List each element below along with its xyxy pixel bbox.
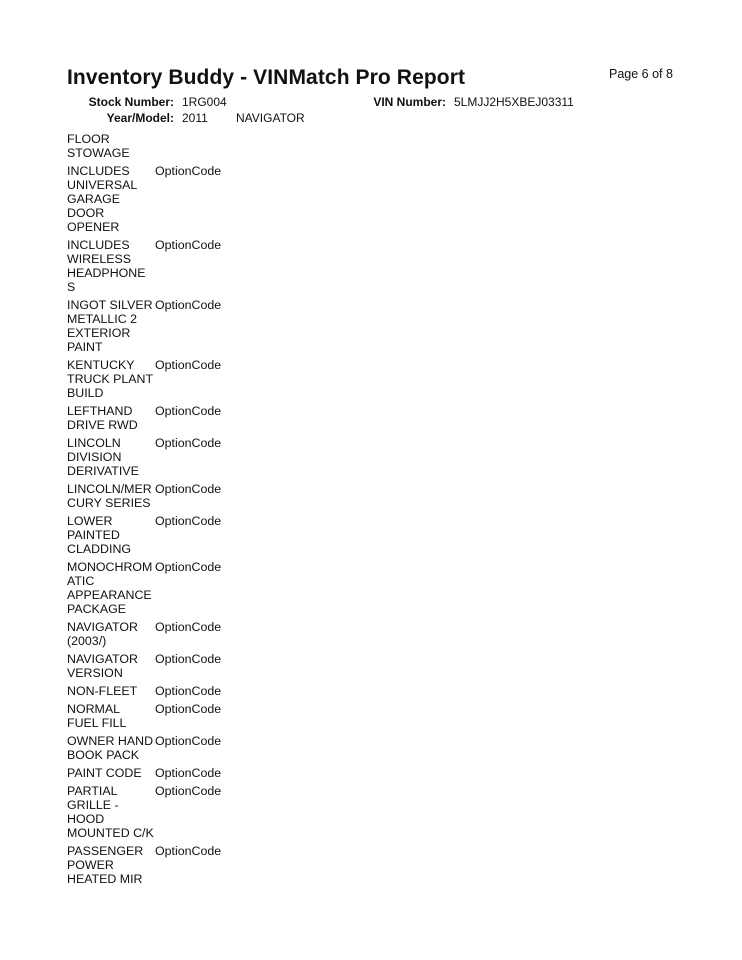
page-number: Page 6 of 8: [609, 67, 673, 81]
option-name: INCLUDES WIRELESS HEADPHONE S: [67, 238, 146, 294]
option-type: OptionCode: [155, 684, 222, 698]
year-value: 2011: [182, 111, 208, 125]
option-row: [67, 358, 235, 400]
option-name: FLOOR STOWAGE: [67, 132, 130, 160]
option-row: [67, 404, 235, 432]
option-row: [67, 132, 235, 160]
option-name: INCLUDES UNIVERSAL GARAGE DOOR OPENER: [67, 164, 138, 234]
vin-number-value: 5LMJJ2H5XBEJ03311: [454, 95, 574, 109]
option-type: OptionCode: [155, 652, 222, 666]
option-name: NAVIGATOR (2003/): [67, 620, 138, 648]
option-row: [67, 560, 235, 616]
option-row: [67, 298, 235, 354]
option-row: [67, 734, 235, 762]
option-name: LEFTHAND DRIVE RWD: [67, 404, 138, 432]
stock-number-label: Stock Number:: [88, 95, 174, 109]
option-type: OptionCode: [155, 436, 222, 450]
option-type: OptionCode: [155, 514, 222, 528]
option-name: PASSENGER POWER HEATED MIR: [67, 844, 144, 886]
option-type: OptionCode: [155, 560, 222, 574]
option-row: [67, 482, 235, 510]
option-type: OptionCode: [155, 482, 222, 496]
option-type: OptionCode: [155, 238, 222, 252]
option-row: [67, 514, 235, 556]
option-name: LINCOLN/MER CURY SERIES: [67, 482, 152, 510]
model-value: NAVIGATOR: [236, 111, 305, 125]
option-type: OptionCode: [155, 620, 222, 634]
year-model-label: Year/Model:: [106, 111, 174, 125]
option-name: PARTIAL GRILLE - HOOD MOUNTED C/K: [67, 784, 154, 840]
option-name: KENTUCKY TRUCK PLANT BUILD: [67, 358, 154, 400]
option-name: LOWER PAINTED CLADDING: [67, 514, 132, 556]
option-name: PAINT CODE: [67, 766, 142, 780]
option-type: OptionCode: [155, 358, 222, 372]
option-type: [155, 132, 235, 160]
option-list: [67, 132, 235, 890]
option-row: [67, 684, 235, 698]
stock-number-value: 1RG004: [182, 95, 227, 109]
vin-number-label: VIN Number:: [373, 95, 446, 109]
report-title: Inventory Buddy - VINMatch Pro Report: [67, 66, 466, 89]
option-type: OptionCode: [155, 404, 222, 418]
option-row: [67, 844, 235, 886]
option-name: MONOCHROM ATIC APPEARANCE PACKAGE: [67, 560, 153, 616]
option-name: INGOT SILVER METALLIC 2 EXTERIOR PAINT: [67, 298, 153, 354]
option-row: [67, 784, 235, 840]
option-row: [67, 238, 235, 294]
option-type: OptionCode: [155, 164, 222, 178]
option-row: [67, 652, 235, 680]
option-row: [67, 436, 235, 478]
option-type: OptionCode: [155, 734, 222, 748]
option-name: NAVIGATOR VERSION: [67, 652, 138, 680]
option-type: OptionCode: [155, 702, 222, 716]
option-type: OptionCode: [155, 844, 222, 858]
option-type: OptionCode: [155, 766, 222, 780]
option-name: NORMAL FUEL FILL: [67, 702, 127, 730]
option-type: OptionCode: [155, 298, 222, 312]
option-row: [67, 766, 235, 780]
option-name: OWNER HAND BOOK PACK: [67, 734, 154, 762]
option-type: OptionCode: [155, 784, 222, 798]
option-name: NON-FLEET: [67, 684, 138, 698]
option-name: LINCOLN DIVISION DERIVATIVE: [67, 436, 139, 478]
option-row: [67, 164, 235, 234]
option-row: [67, 620, 235, 648]
option-row: [67, 702, 235, 730]
